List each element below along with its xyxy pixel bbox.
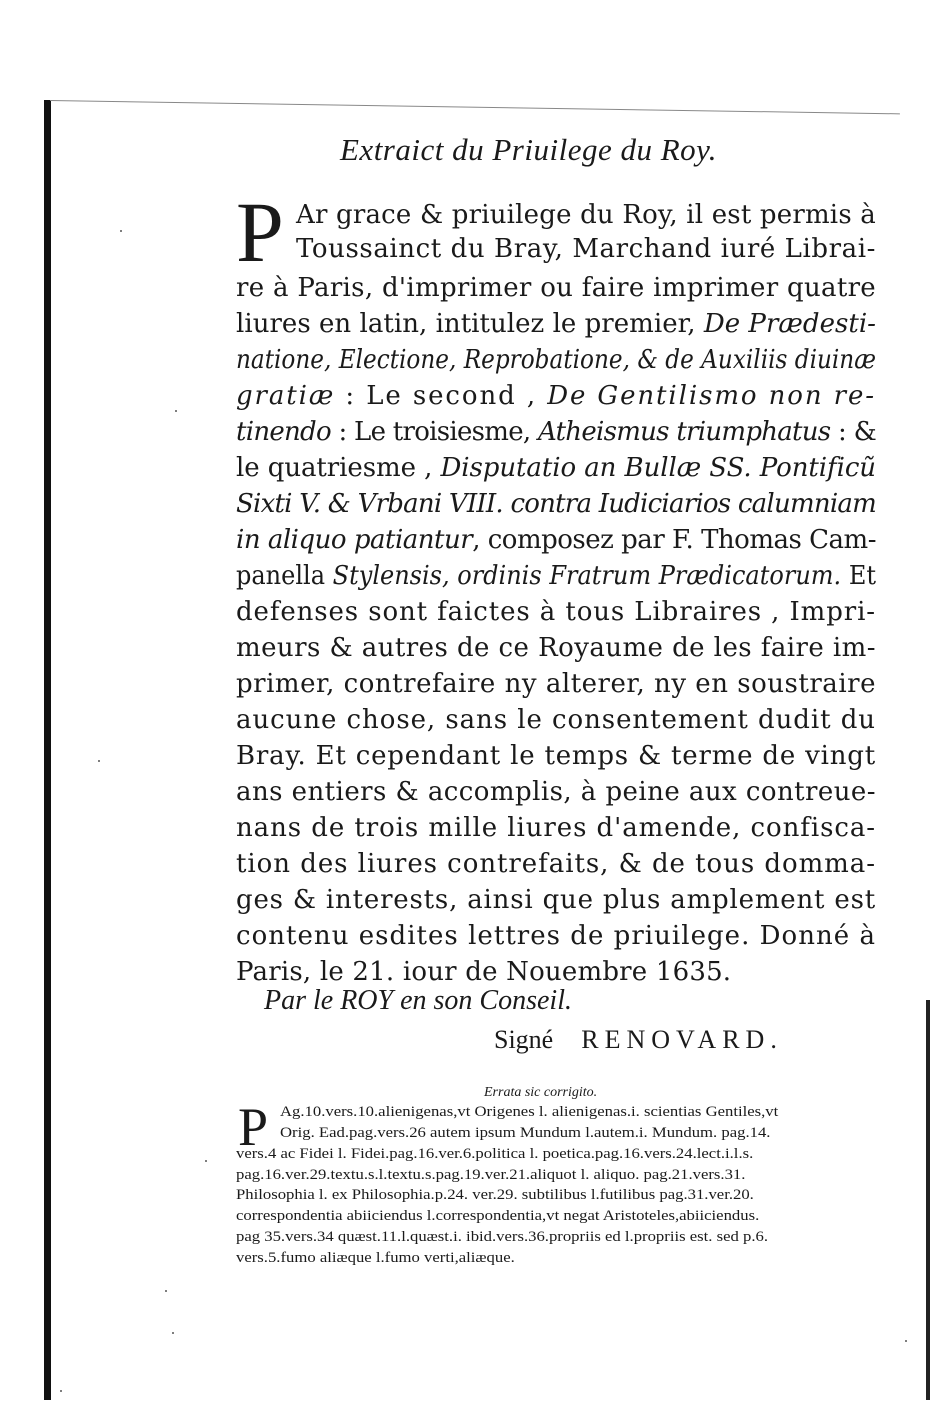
- privilege-line: tion des liures contrefaits, & de tous domma-: [236, 849, 876, 879]
- errata-line: vers.4 ac Fidei l. Fidei.pag.16.ver.6.politica l. poetica.pag.16.vers.24.lect.i.l.s.: [236, 1146, 754, 1162]
- page-right-edge: [926, 1000, 930, 1400]
- signatory: [494, 1025, 783, 1055]
- errata-line: pag.16.ver.29.textu.s.l.textu.s.pag.19.ver.21.aliquot l. aliquo. pag.21.vers.31.: [236, 1167, 746, 1183]
- privilege-line: ges & interests, ainsi que plus amplement est: [236, 885, 876, 915]
- errata-line: Ag.10.vers.10.alienigenas,vt Origenes l. alienigenas.i. scientias Gentiles,vt: [280, 1104, 779, 1120]
- privilege-line: Sixti V. & Vrbani VIII. contra Iudiciarios calumniam: [236, 489, 876, 519]
- privilege-line: Bray. Et cependant le temps & terme de vingt: [236, 741, 876, 771]
- privilege-line: ans entiers & accomplis, à peine aux contreue-: [236, 777, 876, 807]
- privilege-line: defenses sont faictes à tous Libraires , Impri-: [236, 597, 876, 627]
- signatory-name: RENOVARD.: [581, 1025, 783, 1054]
- errata-line: Philosophia l. ex Philosophia.p.24. ver.29. subtilibus l.futilibus pag.31.ver.20.: [236, 1187, 754, 1203]
- privilege-line: Ar grace & priuilege du Roy, il est permis à: [296, 200, 876, 230]
- errata-line: pag 35.vers.34 quæst.11.l.quæst.i. ibid.vers.36.propriis ed l.propriis est. sed p.6.: [236, 1229, 769, 1245]
- page-top-edge: [50, 100, 900, 114]
- errata-drop-cap: P: [238, 1097, 269, 1157]
- privilege-line: contenu esdites lettres de priuilege. Donné à: [236, 921, 876, 951]
- privilege-line: natione, Electione, Reprobatione, & de Auxiliis diuinæ: [236, 345, 876, 375]
- privilege-line: aucune chose, sans le consentement dudit du: [236, 705, 876, 735]
- privilege-line: nans de trois mille liures d'amende, confisca-: [236, 813, 876, 843]
- errata-line: Orig. Ead.pag.vers.26 autem ipsum Mundum l.autem.i. Mundum. pag.14.: [280, 1125, 771, 1141]
- privilege-line: re à Paris, d'imprimer ou faire imprimer quatre: [236, 273, 876, 303]
- errata-line: correspondentia abiiciendus l.correspondentia,vt negat Aristoteles,abiiciendus.: [236, 1208, 760, 1224]
- privilege-line: primer, contrefaire ny alterer, ny en soustraire: [236, 669, 876, 699]
- privilege-line: gratiæ : Le second , De Gentilismo non re-: [236, 381, 876, 411]
- errata-line: vers.5.fumo aliæque l.fumo verti,aliæque.: [236, 1250, 515, 1266]
- privilege-line: meurs & autres de ce Royaume de les faire im-: [236, 633, 876, 663]
- signe-label: Signé: [494, 1025, 554, 1054]
- drop-cap: P: [236, 184, 284, 280]
- privilege-line: le quatriesme , Disputatio an Bullæ SS. Pontificũ: [236, 453, 876, 483]
- privilege-line: Paris, le 21. iour de Nouembre 1635.: [236, 957, 732, 987]
- privilege-line: Toussainct du Bray, Marchand iuré Librai-: [296, 234, 876, 264]
- signature-line: Par le ROY en son Conseil.: [264, 985, 572, 1016]
- privilege-line: liures en latin, intitulez le premier, De Prædesti-: [236, 309, 876, 339]
- privilege-line: tinendo : Le troisiesme, Atheismus triumphatus : &: [236, 417, 876, 447]
- privilege-line: panella Stylensis, ordinis Fratrum Prædicatorum. Et: [236, 561, 876, 591]
- privilege-line: in aliquo patiantur, composez par F. Thomas Cam-: [236, 525, 876, 555]
- page-title: Extraict du Priuilege du Roy.: [340, 132, 717, 167]
- binding-edge: [44, 100, 51, 1400]
- errata-title: Errata sic corrigito.: [484, 1085, 598, 1100]
